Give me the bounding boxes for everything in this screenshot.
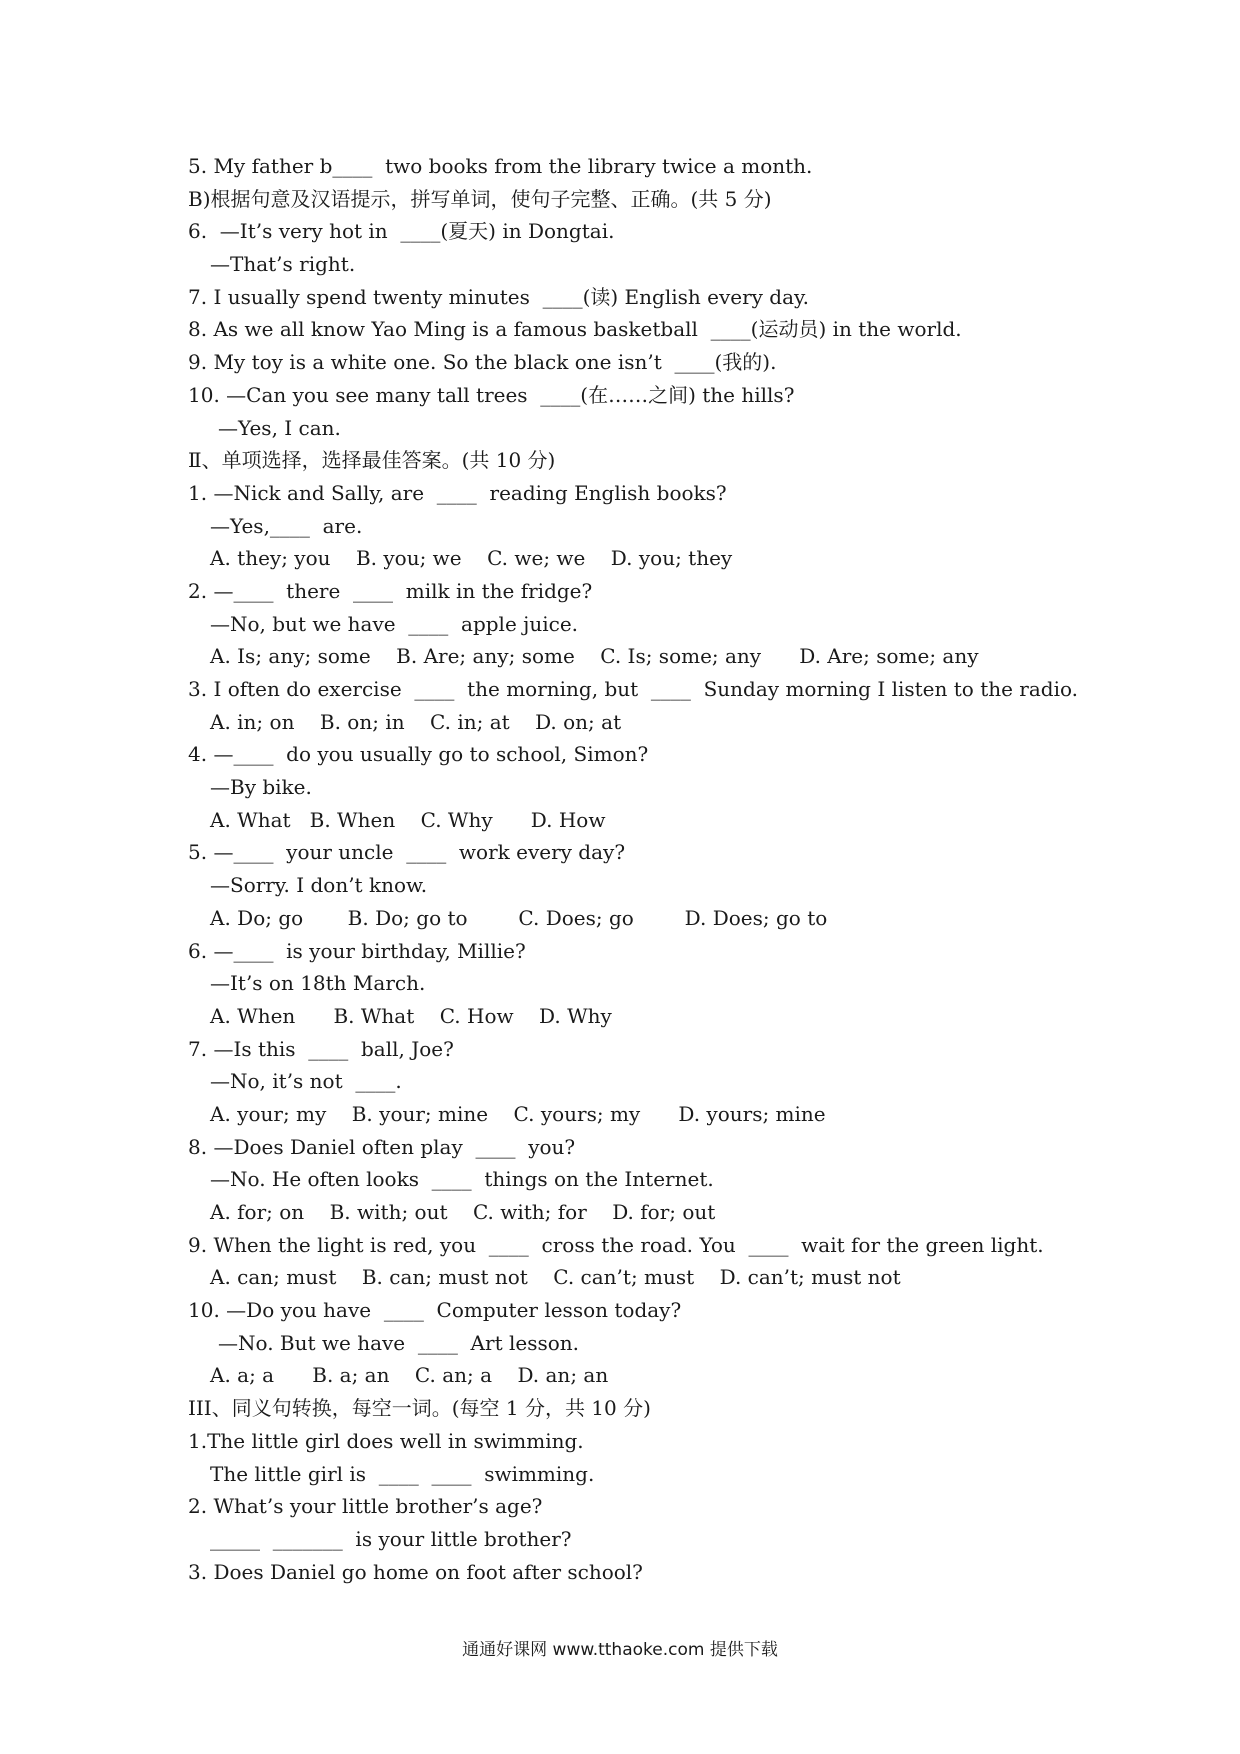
exam-line: —It’s on 18th March. xyxy=(210,971,426,996)
exam-line: —No. He often looks ____ things on the Internet. xyxy=(210,1167,714,1192)
footer-source: 通通好课网 www.tthaoke.com 提供下载 xyxy=(462,1640,778,1660)
exam-line: 9. When the light is red, you ____ cross the road. You ____ wait for the green light. xyxy=(188,1232,1044,1257)
exam-line: A. Is; any; some B. Are; any; some C. Is; some; any D. Are; some; any xyxy=(210,644,979,669)
exam-line: A. your; my B. your; mine C. yours; my D. yours; mine xyxy=(210,1101,826,1126)
exam-line: 10. —Can you see many tall trees ____(在……之间) the hills? xyxy=(188,382,795,407)
exam-line: Ⅱ、单项选择，选择最佳答案。(共 10 分) xyxy=(188,448,556,473)
exam-line: 9. My toy is a white one. So the black one isn’t ____(我的). xyxy=(188,350,777,375)
exam-line: 5. My father b____ two books from the library twice a month. xyxy=(188,154,813,178)
exam-line: 1. —Nick and Sally, are ____ reading English books? xyxy=(188,480,727,505)
exam-line: A. When B. What C. How D. Why xyxy=(210,1003,612,1028)
exam-line: A. Do; go B. Do; go to C. Does; go D. Does; go to xyxy=(210,905,828,930)
exam-line: —By bike. xyxy=(210,775,312,800)
exam-line: 7. —Is this ____ ball, Joe? xyxy=(188,1036,454,1061)
exam-line: 4. —____ do you usually go to school, Simon? xyxy=(188,742,649,767)
exam-line: —Yes, I can. xyxy=(218,415,341,440)
exam-line: 3. Does Daniel go home on foot after school? xyxy=(188,1559,643,1584)
exam-line: A. What B. When C. Why D. How xyxy=(210,807,606,832)
exam-line: —No, but we have ____ apple juice. xyxy=(210,611,579,636)
exam-line: —That’s right. xyxy=(210,252,356,277)
exam-line: 7. I usually spend twenty minutes ____(读) English every day. xyxy=(188,284,810,309)
exam-line: 6. —____ is your birthday, Millie? xyxy=(188,938,526,963)
exam-line: 8. —Does Daniel often play ____ you? xyxy=(188,1134,576,1159)
exam-line: —No. But we have ____ Art lesson. xyxy=(218,1330,579,1355)
exam-line: A. for; on B. with; out C. with; for D. for; out xyxy=(210,1200,716,1224)
exam-line: 2. What’s your little brother’s age? xyxy=(188,1494,543,1519)
exam-line: A. can; must B. can; must not C. can’t; must D. can’t; must not xyxy=(210,1265,901,1290)
exam-line: 5. —____ your uncle ____ work every day? xyxy=(188,840,626,865)
exam-line: 3. I often do exercise ____ the morning, but ____ Sunday morning I listen to the radio. xyxy=(188,677,1079,701)
exam-line: The little girl is ____ ____ swimming. xyxy=(210,1461,595,1486)
exam-page xyxy=(188,150,1079,1588)
exam-line: _____ _______ is your little brother? xyxy=(210,1526,572,1551)
exam-line: —No, it’s not ____. xyxy=(210,1069,402,1094)
exam-line: 1.The little girl does well in swimming. xyxy=(188,1428,584,1453)
exam-line: A. a; a B. a; an C. an; a D. an; an xyxy=(210,1363,609,1388)
exam-line: 8. As we all know Yao Ming is a famous basketball ____(运动员) in the world. xyxy=(188,317,962,342)
exam-line: III、同义句转换，每空一词。(每空 1 分，共 10 分) xyxy=(188,1396,651,1421)
exam-line: 10. —Do you have ____ Computer lesson today? xyxy=(188,1298,682,1323)
exam-line: A. they; you B. you; we C. we; we D. you; they xyxy=(210,546,733,571)
exam-line: B)根据句意及汉语提示，拼写单词，使句子完整、正确。(共 5 分) xyxy=(188,186,772,211)
exam-line: 6. —It’s very hot in ____(夏天) in Dongtai. xyxy=(188,219,615,244)
exam-line: A. in; on B. on; in C. in; at D. on; at xyxy=(210,709,622,734)
exam-line: —Sorry. I don’t know. xyxy=(210,873,428,898)
exam-line: —Yes,____ are. xyxy=(210,513,363,538)
exam-line: 2. —____ there ____ milk in the fridge? xyxy=(188,578,593,603)
